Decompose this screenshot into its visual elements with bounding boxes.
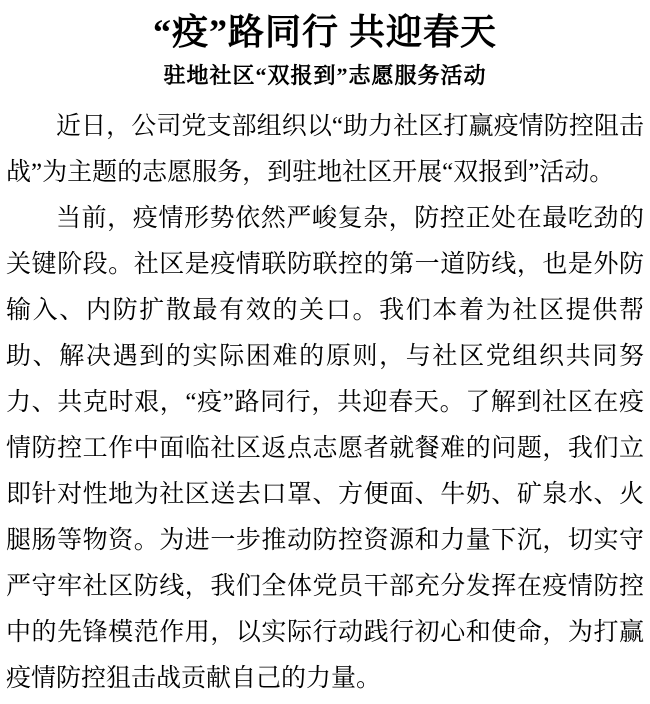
paragraph-main: 当前，疫情形势依然严峻复杂，防控正处在最吃劲的关键阶段。社区是疫情联防联控的第一道防线，也是外防输入、内防扩散最有效的关口。我们本着为社区提供帮助、解决遇到的实际困难的原则，与社区党组织共同努力、共克时艰，“疫”路同行，共迎春天。了解到社区在疫情防控工作中面临社区返点志愿者就餐难的问题，我们立即针对性地为社区送去口罩、方便面、牛奶、矿泉水、火腿肠等物资。为进一步推动防控资源和力量下沉，切实守严守牢社区防线，我们全体党员干部充分发挥在疫情防控中的先锋模范作用，以实际行动践行初心和使命，为打赢疫情防控狙击战贡献自己的力量。 — [6, 205, 644, 692]
document-subtitle: 驻地社区“双报到”志愿服务活动 — [163, 63, 487, 88]
document-body — [6, 104, 644, 702]
paragraph-intro: 近日，公司党支部组织以“助力社区打赢疫情防控阻击战”为主题的志愿服务，到驻地社区开展“双报到”活动。 — [6, 113, 644, 186]
document-title: “疫”路同行 共迎春天 — [152, 12, 497, 52]
